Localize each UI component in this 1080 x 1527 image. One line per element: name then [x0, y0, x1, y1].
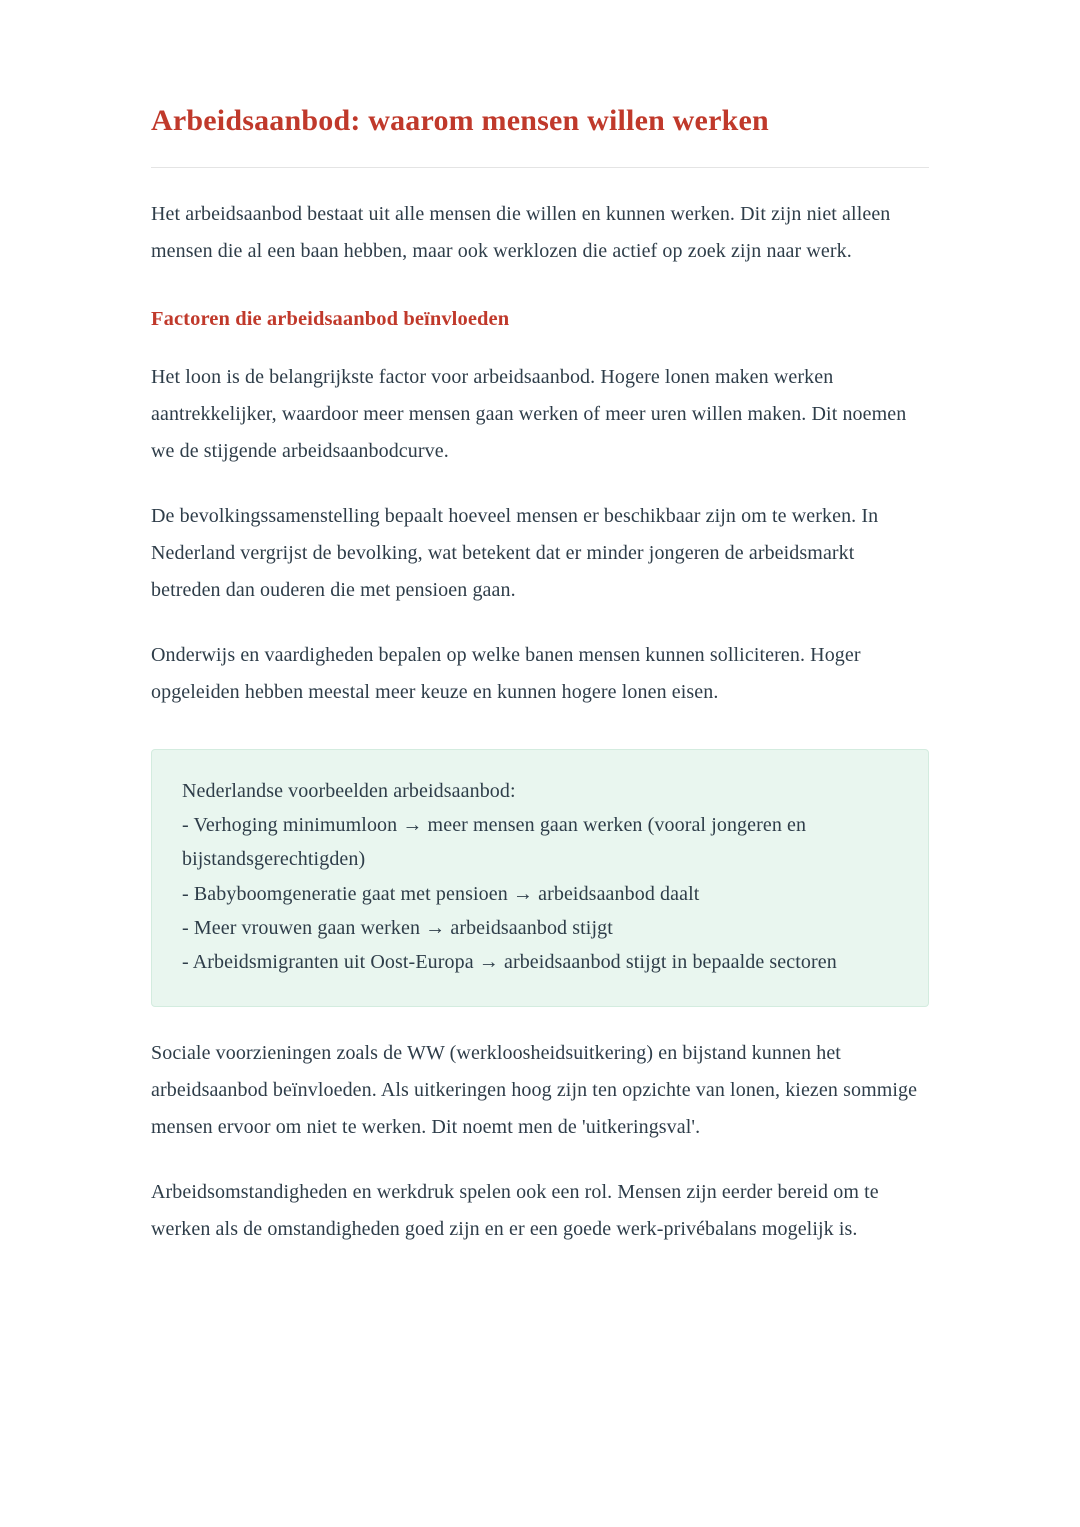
- callout-item: - Verhoging minimumloon → meer mensen gaan werken (vooral jongeren en bijstandsgerechtigden): [182, 813, 807, 871]
- section-heading-factoren: Factoren die arbeidsaanbod beïnvloeden: [151, 307, 510, 330]
- callout-item: - Meer vrouwen gaan werken → arbeidsaanbod stijgt: [182, 917, 613, 940]
- document-page: [151, 0, 929, 1328]
- examples-callout: [151, 749, 929, 1007]
- intro-paragraph: Het arbeidsaanbod bestaat uit alle mensen die willen en kunnen werken. Dit zijn niet alleen mensen die al een baan hebben, maar ook werklozen die actief op zoek zijn naar werk.: [151, 202, 891, 262]
- paragraph-onderwijs: Onderwijs en vaardigheden bepalen op welke banen mensen kunnen solliciteren. Hoger opgeleiden hebben meestal meer keuze en kunnen hogere lonen eisen.: [151, 643, 861, 703]
- page-title: Arbeidsaanbod: waarom mensen willen werken: [151, 104, 769, 137]
- callout-item: - Arbeidsmigranten uit Oost-Europa → arbeidsaanbod stijgt in bepaalde sectoren: [182, 951, 837, 974]
- paragraph-arbeidsomstandigheden: Arbeidsomstandigheden en werkdruk spelen ook een rol. Mensen zijn eerder bereid om te werken als de omstandigheden goed zijn en er een goede werk-privébalans mogelijk is.: [151, 1180, 879, 1240]
- paragraph-loon: Het loon is de belangrijkste factor voor arbeidsaanbod. Hogere lonen maken werken aantrekkelijker, waardoor meer mensen gaan werken of meer uren willen maken. Dit noemen we de stijgende arbeidsaanbodcurve.: [151, 365, 907, 462]
- callout-item: - Babyboomgeneratie gaat met pensioen → arbeidsaanbod daalt: [182, 882, 700, 905]
- paragraph-sociale-voorzieningen: Sociale voorzieningen zoals de WW (werkloosheidsuitkering) en bijstand kunnen het arbeidsaanbod beïnvloeden. Als uitkeringen hoog zijn ten opzichte van lonen, kiezen sommige mensen ervoor om niet te werken. Dit noemt men de 'uitkeringsval'.: [151, 1041, 918, 1138]
- callout-title: Nederlandse voorbeelden arbeidsaanbod:: [182, 779, 516, 802]
- title-divider: [151, 167, 929, 168]
- paragraph-bevolkingssamenstelling: De bevolkingssamenstelling bepaalt hoeveel mensen er beschikbaar zijn om te werken. In Nederland vergrijst de bevolking, wat betekent dat er minder jongeren de arbeidsmarkt betreden dan ouderen die met pensioen gaan.: [151, 504, 879, 601]
